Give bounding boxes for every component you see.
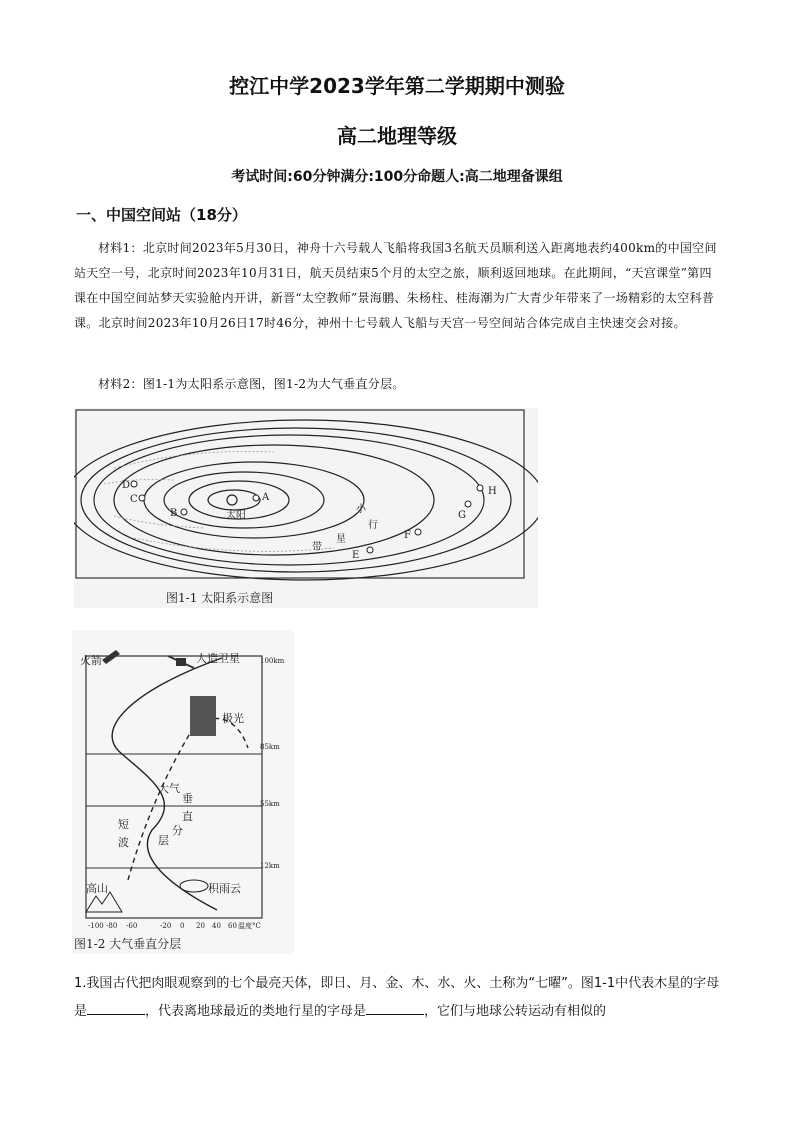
temp-tick-3: -60 [126, 922, 138, 930]
material-1-paragraph: 材料1：北京时间2023年5月30日，神舟十六号载人飞船将我国3名航天员顺利送入距离地表约400km的中国空间站天空一号，北京时间2023年10月31日，航天员结束5个月的太空之旅，顺利返回地球。在此期间，“天宫课堂”第四课在中国空间站梦天实验舱内开讲，新晋“太空教师”景海鹏、朱杨柱、桂海潮为广大青少年带来了一场精彩的太空科普课。北京时间2023年10月26日17时46分，神州十七号载人飞船与天宫一号空间站合体完成自主快速交会对接。 [74, 241, 717, 330]
mountain-icon [86, 892, 122, 912]
sun-icon [227, 495, 237, 505]
label-rocket: 火箭 [80, 654, 102, 667]
label-shortwave-2: 波 [118, 836, 129, 849]
planet-label-f: F [404, 530, 411, 541]
solar-system-figure [74, 408, 538, 608]
figure-2-caption: 图1-2 大气垂直分层 [74, 937, 182, 951]
label-aurora: 极光 [222, 712, 244, 725]
sun-label: 太阳 [226, 510, 246, 521]
temp-tick-5: 0 [180, 922, 185, 930]
planet-label-e: E [352, 550, 360, 561]
rocket-icon [102, 650, 120, 664]
question-1-text-a: 1.我国古代把肉眼观察到的七个最亮天体，即日、月、金、木、水、火、土称为“七曜”。图1-1中代表木星的字母是 [74, 976, 720, 1019]
school-exam-title: 控江中学2023学年第二学期期中测验 [229, 74, 565, 98]
question-1-text-b: ，代表离地球最近的类地行星的字母是 [145, 1004, 367, 1019]
belt-char-1: 小 [356, 504, 366, 515]
belt-char-3: 星 [336, 534, 346, 545]
label-shortwave-1: 短 [118, 818, 129, 831]
question-1 [74, 970, 726, 1026]
answer-blank-2[interactable] [366, 1000, 424, 1015]
belt-char-4: 带 [312, 542, 322, 553]
label-atmosphere-3: 直 [182, 810, 193, 823]
altitude-12km: 12km [260, 862, 280, 870]
temp-tick-1: -100 [88, 922, 104, 930]
planet-label-d: D [122, 480, 131, 491]
belt-char-2: 行 [368, 520, 378, 531]
label-atmosphere-4: 分 [172, 824, 183, 837]
material-2-paragraph: 材料2：图1-1为太阳系示意图，图1-2为大气垂直分层。 [98, 377, 405, 391]
cloud-icon [180, 880, 208, 892]
atmosphere-diagram [72, 630, 294, 954]
temp-tick-2: -80 [106, 922, 118, 930]
question-1-text-c: ，它们与地球公转运动有相似的 [424, 1004, 607, 1019]
planet-label-a: A [262, 492, 270, 503]
subject-title: 高二地理等级 [337, 124, 457, 148]
temp-tick-8: 60 [228, 922, 237, 930]
satellite-icon [168, 656, 194, 668]
planet-label-g: G [458, 510, 466, 521]
exam-info: 考试时间:60分钟满分:100分命题人:高二地理备课组 [231, 169, 563, 185]
section-heading: 一、中国空间站（18分） [76, 206, 247, 224]
figure-1-caption: 图1-1 太阳系示意图 [166, 591, 274, 605]
label-mountain: 高山 [86, 882, 108, 895]
planet-label-c: C [130, 494, 138, 505]
altitude-100km: 100km [260, 657, 285, 665]
atmosphere-figure [72, 630, 294, 954]
aurora-photo [190, 696, 216, 736]
altitude-85km: 85km [260, 743, 280, 751]
temp-tick-4: -20 [160, 922, 172, 930]
label-atmosphere-5: 层 [158, 834, 169, 847]
label-atmosphere-1: 大气 [158, 782, 180, 795]
planet-label-h: H [488, 486, 497, 497]
solar-system-diagram [74, 408, 538, 608]
temp-tick-7: 40 [212, 922, 221, 930]
planet-label-b: B [170, 508, 178, 519]
altitude-55km: 55km [260, 800, 280, 808]
label-atmosphere-2: 垂 [182, 792, 193, 805]
answer-blank-1[interactable] [87, 1000, 145, 1015]
temp-tick-6: 20 [196, 922, 205, 930]
label-cloud: 积雨云 [208, 882, 241, 895]
temp-unit: 温度°C [238, 922, 261, 930]
label-satellite: 人造卫星 [196, 652, 240, 665]
